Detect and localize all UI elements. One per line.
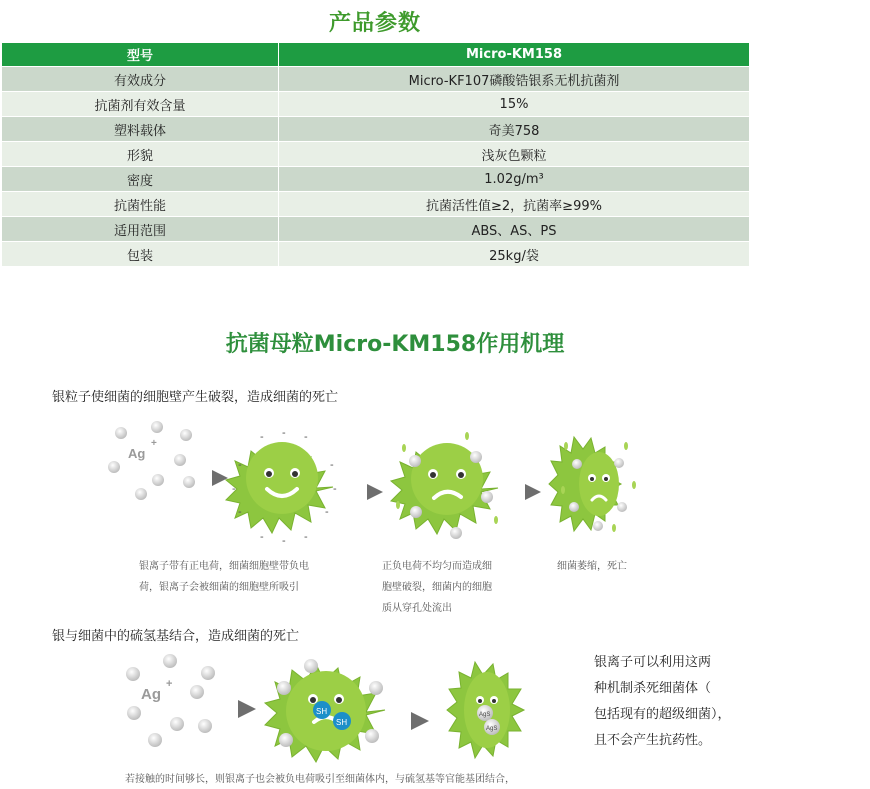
row-key-cell: 形貌 [2, 142, 279, 167]
silver-ion-cloud-2 [126, 654, 215, 747]
row-key-cell: 适用范围 [2, 217, 279, 242]
header-cell-value: Micro-KM158 [279, 43, 750, 67]
bacterium-ags-bound [447, 662, 524, 758]
row-value-cell: 抗菌活性值≥2，抗菌率≥99% [279, 192, 750, 217]
svg-text:-: - [232, 483, 236, 495]
arrow-icon [525, 484, 541, 500]
ags-label-1: AgS [479, 712, 491, 718]
row-key-cell: 有效成分 [2, 67, 279, 92]
ag-ion-sup-1: + [151, 438, 157, 449]
ag-ion-sup-2: + [166, 678, 173, 690]
svg-text:-: - [260, 531, 264, 543]
svg-text:-: - [238, 506, 242, 518]
bacterium-worried [391, 432, 498, 539]
svg-text:-: - [330, 459, 334, 471]
row-key-cell: 抗菌剂有效含量 [2, 92, 279, 117]
ag-ion-label-2: Ag [141, 686, 161, 703]
arrow-icon [411, 712, 429, 730]
mechanism-note: 银离子可以利用这两 种机制杀死细菌体（ 包括现有的超级细菌）， 且不会产生抗药性。 [594, 655, 731, 748]
row-value-cell: ABS、AS、PS [279, 217, 750, 242]
svg-text:-: - [260, 431, 264, 443]
arrow-icon [212, 470, 228, 486]
row-value-cell: 25kg/袋 [279, 242, 750, 267]
caption-step2: 正负电荷不均匀而造成细 胞壁破裂，细菌内的细胞 质从穿孔处流出 [382, 561, 492, 614]
svg-text:-: - [238, 459, 242, 471]
table-title: 产品参数 [328, 11, 421, 36]
silver-ion-cloud-1 [108, 421, 195, 500]
row-value-cell: 奇美758 [279, 117, 750, 142]
ag-ion-label-1: Ag [128, 446, 146, 461]
row-value-cell: 15% [279, 92, 750, 117]
row-value-cell: 浅灰色颗粒 [279, 142, 750, 167]
row-value-cell: 1.02g/m³ [279, 167, 750, 192]
header-cell-key: 型号 [2, 43, 279, 67]
section2-heading: 银与细菌中的硫氢基结合，造成细菌的死亡 [52, 629, 300, 644]
svg-text:-: - [304, 431, 308, 443]
row-key-cell: 塑料载体 [2, 117, 279, 142]
row-value-cell: Micro-KF107磷酸锆银系无机抗菌剂 [279, 67, 750, 92]
caption-step1: 银离子带有正电荷，细菌细胞壁带负电 荷，银离子会被细菌的细胞壁所吸引 [139, 561, 309, 593]
svg-text:-: - [282, 535, 286, 547]
bacterium-dying [549, 437, 636, 532]
svg-text:-: - [304, 531, 308, 543]
row-key-cell: 抗菌性能 [2, 192, 279, 217]
svg-text:-: - [325, 506, 329, 518]
ags-label-2: AgS [486, 726, 498, 732]
sh-label-2: SH [336, 718, 348, 727]
bacterium-happy [226, 427, 337, 547]
bacterium-sh-binding [265, 659, 385, 762]
mechanism-title: 抗菌母粒Micro-KM158作用机理 [225, 332, 565, 357]
caption-step3: 细菌萎缩，死亡 [557, 561, 627, 572]
sh-label-1: SH [316, 707, 328, 716]
section1-heading: 银粒子使细菌的细胞壁产生破裂，造成细菌的死亡 [52, 390, 339, 405]
arrow-icon [367, 484, 383, 500]
svg-text:-: - [282, 427, 286, 439]
bottom-caption: 若接触的时间够长，则银离子也会被负电荷吸引至细菌体内，与硫氢基等官能基团结合， [125, 774, 515, 785]
row-key-cell: 包装 [2, 242, 279, 267]
arrow-icon [238, 700, 256, 718]
row-key-cell: 密度 [2, 167, 279, 192]
svg-text:-: - [333, 483, 337, 495]
